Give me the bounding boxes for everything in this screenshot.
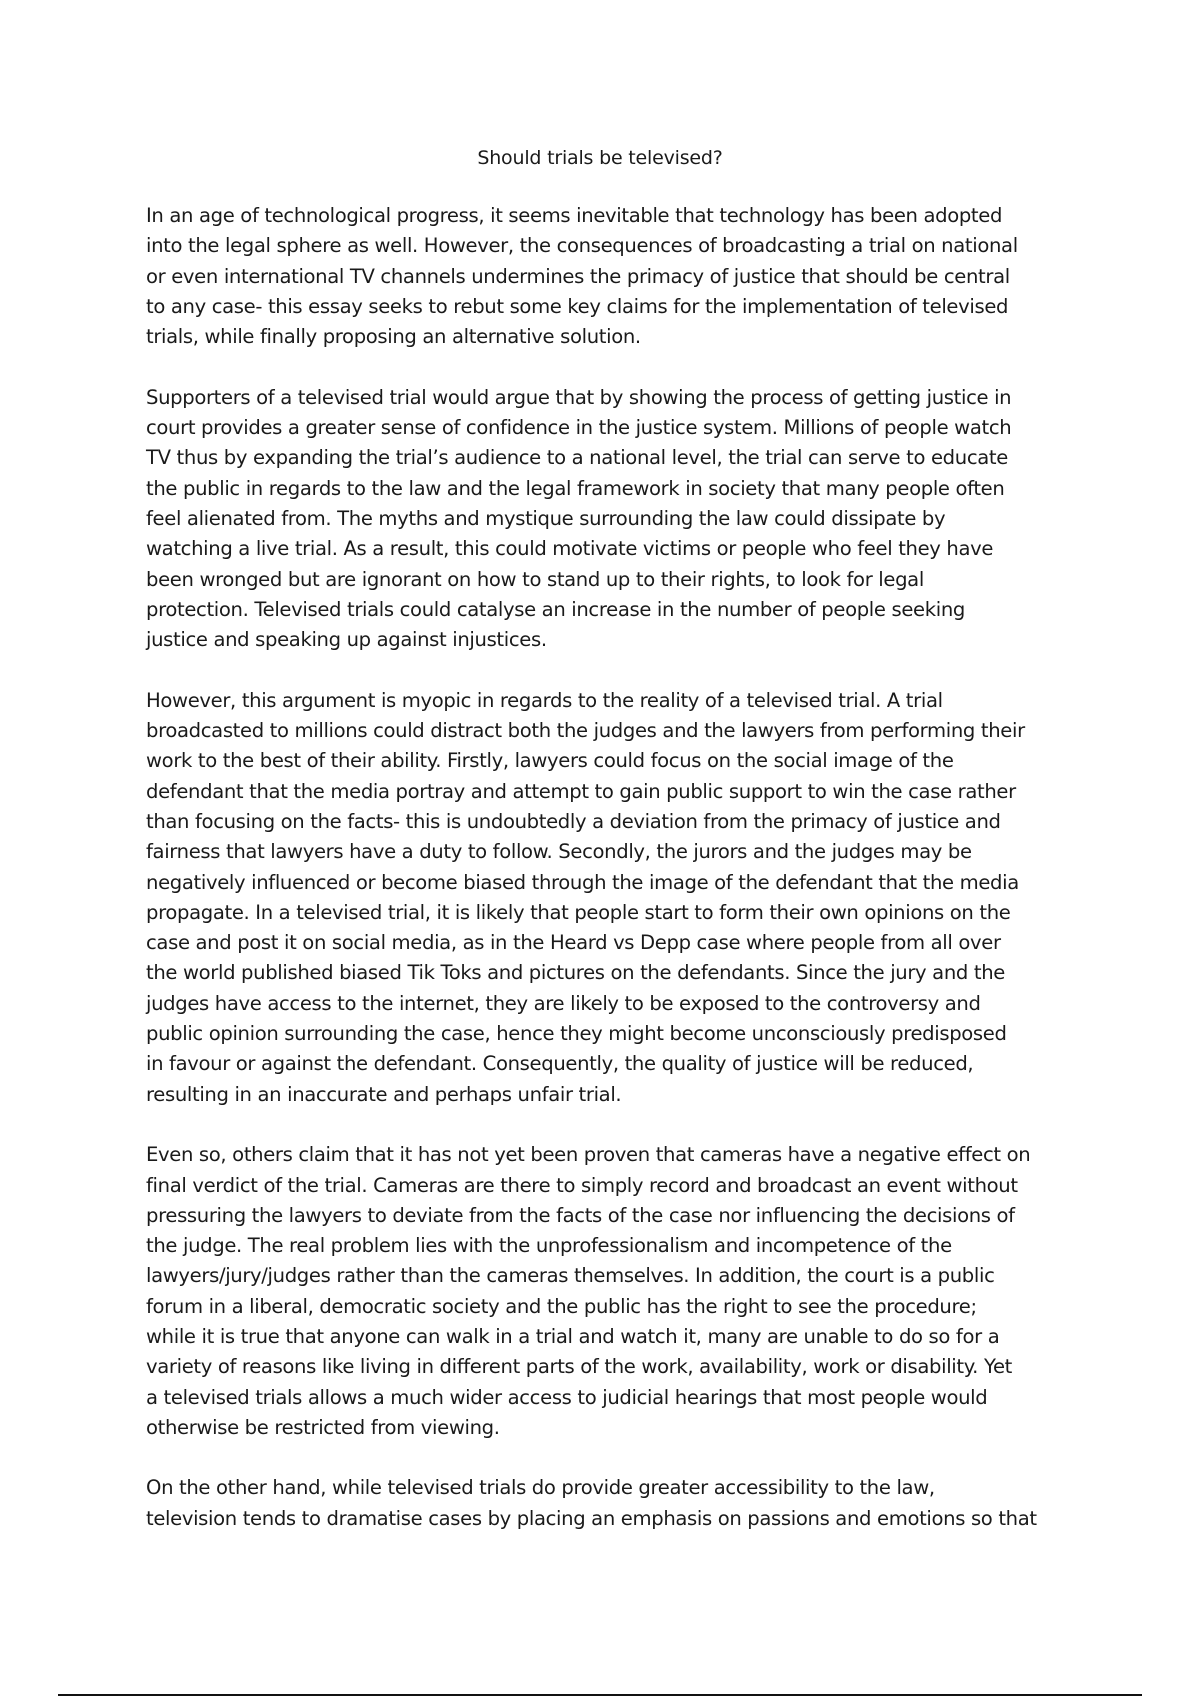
text-line: final verdict of the trial. Cameras are there to simply record and broadcast an event without — [146, 1173, 1018, 1197]
text-line: forum in a liberal, democratic society and the public has the right to see the procedure; — [146, 1294, 977, 1318]
text-line: lawyers/jury/judges rather than the cameras themselves. In addition, the court is a public — [146, 1264, 995, 1288]
text-line: Even so, others claim that it has not yet been proven that cameras have a negative effect on — [146, 1143, 1031, 1167]
text-line: the judge. The real problem lies with the unprofessionalism and incompetence of the — [146, 1234, 952, 1258]
text-line: feel alienated from. The myths and mystique surrounding the law could dissipate by — [146, 506, 946, 530]
text-line: resulting in an inaccurate and perhaps unfair trial. — [146, 1082, 622, 1106]
text-line: public opinion surrounding the case, hence they might become unconsciously predisposed — [146, 1022, 1007, 1046]
text-line: protection. Televised trials could catalyse an increase in the number of people seeking — [146, 597, 965, 621]
text-line: variety of reasons like living in different parts of the work, availability, work or disability. Yet — [146, 1355, 1012, 1379]
text-line: court provides a greater sense of confidence in the justice system. Millions of people watch — [146, 416, 1012, 440]
text-line: pressuring the lawyers to deviate from the facts of the case nor influencing the decisions of — [146, 1203, 1015, 1227]
text-line: TV thus by expanding the trial’s audience to a national level, the trial can serve to educate — [146, 446, 1008, 470]
text-line: into the legal sphere as well. However, the consequences of broadcasting a trial on national — [146, 234, 1018, 258]
paragraph-rebuttal — [146, 686, 1066, 1110]
text-line: broadcasted to millions could distract both the judges and the lawyers from performing their — [146, 719, 1025, 743]
document-title: Should trials be televised? — [477, 147, 723, 169]
text-line: Supporters of a televised trial would argue that by showing the process of getting justice in — [146, 385, 1012, 409]
text-line: or even international TV channels undermines the primacy of justice that should be central — [146, 264, 1010, 288]
document-body — [146, 201, 1066, 1564]
text-line: negatively influenced or become biased through the image of the defendant that the media — [146, 870, 1019, 894]
text-line: the world published biased Tik Toks and pictures on the defendants. Since the jury and the — [146, 961, 1005, 985]
text-line: trials, while finally proposing an alternative solution. — [146, 325, 641, 349]
text-line: case and post it on social media, as in the Heard vs Depp case where people from all over — [146, 931, 1001, 955]
text-line: to any case- this essay seeks to rebut some key claims for the implementation of televised — [146, 294, 1009, 318]
text-line: television tends to dramatise cases by placing an emphasis on passions and emotions so that — [146, 1506, 1037, 1530]
text-line: propagate. In a televised trial, it is likely that people start to form their own opinions on the — [146, 900, 1011, 924]
text-line: watching a live trial. As a result, this could motivate victims or people who feel they have — [146, 537, 994, 561]
paragraph-other-hand — [146, 1473, 1066, 1534]
paragraph-introduction — [146, 201, 1066, 352]
text-line: However, this argument is myopic in regards to the reality of a televised trial. A trial — [146, 688, 943, 712]
text-line: than focusing on the facts- this is undoubtedly a deviation from the primacy of justice and — [146, 809, 1001, 833]
text-line: while it is true that anyone can walk in a trial and watch it, many are unable to do so for a — [146, 1324, 1000, 1348]
text-line: otherwise be restricted from viewing. — [146, 1415, 500, 1439]
text-line: work to the best of their ability. Firstly, lawyers could focus on the social image of the — [146, 749, 954, 773]
text-line: been wronged but are ignorant on how to stand up to their rights, to look for legal — [146, 567, 924, 591]
text-line: a televised trials allows a much wider access to judicial hearings that most people would — [146, 1385, 988, 1409]
paragraph-counterclaim — [146, 1140, 1066, 1443]
text-line: On the other hand, while televised trials do provide greater accessibility to the law, — [146, 1476, 935, 1500]
text-line: fairness that lawyers have a duty to follow. Secondly, the jurors and the judges may be — [146, 840, 972, 864]
text-line: in favour or against the defendant. Consequently, the quality of justice will be reduced, — [146, 1052, 974, 1076]
text-line: In an age of technological progress, it seems inevitable that technology has been adopted — [146, 204, 1003, 227]
paragraph-supporters — [146, 383, 1066, 656]
bottom-divider — [58, 1694, 1142, 1696]
text-line: the public in regards to the law and the legal framework in society that many people often — [146, 476, 1005, 500]
text-line: justice and speaking up against injustices. — [146, 628, 547, 652]
text-line: judges have access to the internet, they are likely to be exposed to the controversy and — [146, 991, 981, 1015]
text-line: defendant that the media portray and attempt to gain public support to win the case rather — [146, 779, 1016, 803]
